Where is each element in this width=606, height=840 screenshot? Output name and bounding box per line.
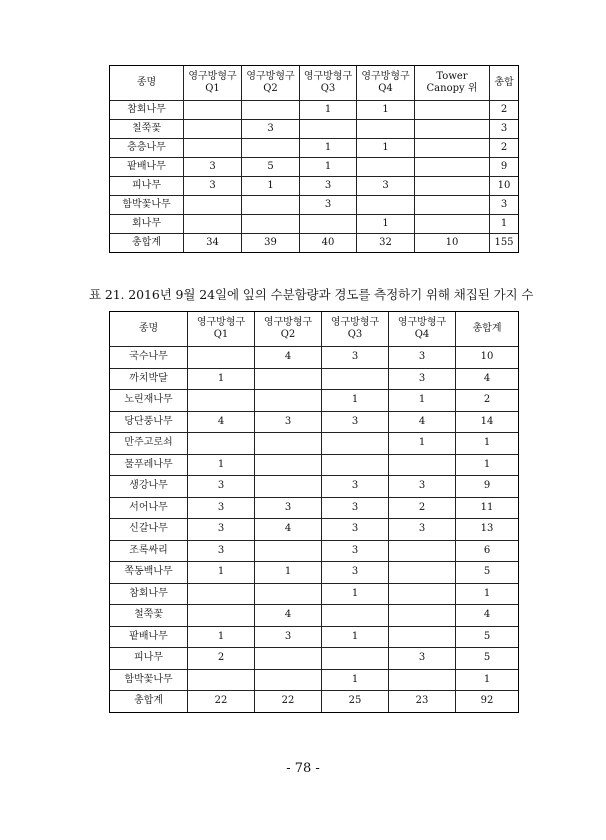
count-cell bbox=[255, 583, 322, 605]
column-header: 영구방형구 Q4 bbox=[357, 66, 415, 101]
table-21-caption: 표 21. 2016년 9월 24일에 잎의 수분함량과 경도를 측정하기 위해 채집된 가지 수 bbox=[89, 287, 534, 302]
column-header: 영구방형구 Q4 bbox=[389, 312, 456, 347]
count-cell bbox=[188, 390, 255, 412]
table-row bbox=[110, 626, 519, 648]
table-row bbox=[110, 101, 519, 120]
species-name-cell: 조록싸리 bbox=[110, 540, 188, 562]
count-cell bbox=[242, 139, 300, 158]
count-cell: 1 bbox=[322, 626, 389, 648]
count-cell: 1 bbox=[188, 454, 255, 476]
column-header: 영구방형구 Q3 bbox=[300, 66, 357, 101]
table-row bbox=[110, 648, 519, 670]
count-cell: 3 bbox=[322, 411, 389, 433]
count-cell: 1 bbox=[322, 583, 389, 605]
count-cell bbox=[188, 433, 255, 455]
count-cell: 10 bbox=[490, 177, 519, 196]
count-cell: 1 bbox=[389, 433, 456, 455]
count-cell bbox=[255, 390, 322, 412]
header-row bbox=[110, 312, 519, 347]
count-cell bbox=[188, 605, 255, 627]
count-cell bbox=[357, 120, 415, 139]
count-cell: 9 bbox=[456, 476, 519, 498]
count-cell: 5 bbox=[456, 562, 519, 584]
table-1-header bbox=[110, 66, 519, 101]
table-row bbox=[110, 177, 519, 196]
count-cell: 3 bbox=[322, 476, 389, 498]
count-cell: 3 bbox=[389, 519, 456, 541]
count-cell: 39 bbox=[242, 234, 300, 253]
count-cell: 4 bbox=[255, 347, 322, 369]
count-cell bbox=[389, 669, 456, 691]
table-row bbox=[110, 454, 519, 476]
count-cell bbox=[389, 562, 456, 584]
species-name-cell: 회나무 bbox=[110, 215, 184, 234]
count-cell: 5 bbox=[456, 626, 519, 648]
column-header: Tower Canopy 위 bbox=[415, 66, 490, 101]
column-header: 영구방형구 Q1 bbox=[184, 66, 242, 101]
count-cell: 4 bbox=[456, 368, 519, 390]
count-cell: 1 bbox=[188, 368, 255, 390]
count-cell: 3 bbox=[188, 519, 255, 541]
count-cell: 2 bbox=[456, 390, 519, 412]
count-cell: 3 bbox=[184, 177, 242, 196]
count-cell bbox=[357, 158, 415, 177]
count-cell: 3 bbox=[300, 177, 357, 196]
species-name-cell: 당단풍나무 bbox=[110, 411, 188, 433]
count-cell bbox=[184, 120, 242, 139]
count-cell: 2 bbox=[490, 101, 519, 120]
species-name-cell: 피나무 bbox=[110, 648, 188, 670]
table-row bbox=[110, 368, 519, 390]
count-cell bbox=[415, 120, 490, 139]
column-header: 영구방형구 Q2 bbox=[242, 66, 300, 101]
count-cell bbox=[188, 583, 255, 605]
count-cell bbox=[242, 101, 300, 120]
count-cell: 5 bbox=[456, 648, 519, 670]
count-cell: 1 bbox=[188, 626, 255, 648]
count-cell bbox=[184, 215, 242, 234]
species-name-cell: 철쭉꽃 bbox=[110, 605, 188, 627]
count-cell: 25 bbox=[322, 691, 389, 713]
count-cell: 3 bbox=[184, 158, 242, 177]
species-name-cell: 총합계 bbox=[110, 234, 184, 253]
count-cell bbox=[415, 177, 490, 196]
count-cell bbox=[188, 347, 255, 369]
count-cell: 10 bbox=[415, 234, 490, 253]
count-cell: 1 bbox=[357, 101, 415, 120]
count-cell bbox=[184, 101, 242, 120]
count-cell: 3 bbox=[389, 347, 456, 369]
count-cell: 13 bbox=[456, 519, 519, 541]
count-cell: 4 bbox=[255, 519, 322, 541]
species-name-cell: 참회나무 bbox=[110, 101, 184, 120]
count-cell: 11 bbox=[456, 497, 519, 519]
count-cell bbox=[255, 476, 322, 498]
species-name-cell: 참회나무 bbox=[110, 583, 188, 605]
count-cell: 9 bbox=[490, 158, 519, 177]
total-row bbox=[110, 691, 519, 713]
count-cell bbox=[389, 540, 456, 562]
count-cell bbox=[389, 454, 456, 476]
count-cell: 1 bbox=[357, 215, 415, 234]
count-cell bbox=[255, 669, 322, 691]
count-cell bbox=[389, 583, 456, 605]
count-cell: 4 bbox=[389, 411, 456, 433]
count-cell: 5 bbox=[242, 158, 300, 177]
count-cell: 1 bbox=[300, 139, 357, 158]
count-cell bbox=[255, 454, 322, 476]
table-row bbox=[110, 669, 519, 691]
count-cell bbox=[322, 454, 389, 476]
count-cell bbox=[300, 120, 357, 139]
count-cell: 1 bbox=[300, 101, 357, 120]
table-row bbox=[110, 215, 519, 234]
count-cell: 1 bbox=[456, 583, 519, 605]
column-header: 총합 bbox=[490, 66, 519, 101]
count-cell bbox=[415, 101, 490, 120]
count-cell: 3 bbox=[255, 497, 322, 519]
species-name-cell: 총합계 bbox=[110, 691, 188, 713]
count-cell bbox=[255, 433, 322, 455]
table-2-body bbox=[110, 347, 519, 713]
species-name-cell: 함박꽃나무 bbox=[110, 196, 184, 215]
species-name-cell: 물푸레나무 bbox=[110, 454, 188, 476]
count-cell: 1 bbox=[389, 390, 456, 412]
count-cell: 1 bbox=[456, 669, 519, 691]
table-row bbox=[110, 120, 519, 139]
count-cell: 32 bbox=[357, 234, 415, 253]
count-cell: 3 bbox=[490, 120, 519, 139]
count-cell bbox=[415, 215, 490, 234]
species-name-cell: 까치박달 bbox=[110, 368, 188, 390]
count-cell: 3 bbox=[357, 177, 415, 196]
table-2-header bbox=[110, 312, 519, 347]
count-cell: 3 bbox=[255, 626, 322, 648]
count-cell: 2 bbox=[188, 648, 255, 670]
count-cell bbox=[322, 648, 389, 670]
species-name-cell: 만주고로쇠 bbox=[110, 433, 188, 455]
count-cell bbox=[357, 196, 415, 215]
count-cell: 3 bbox=[389, 476, 456, 498]
count-cell: 1 bbox=[242, 177, 300, 196]
species-name-cell: 피나무 bbox=[110, 177, 184, 196]
count-cell bbox=[184, 139, 242, 158]
count-cell: 4 bbox=[456, 605, 519, 627]
species-name-cell: 팥배나무 bbox=[110, 158, 184, 177]
count-cell: 14 bbox=[456, 411, 519, 433]
count-cell bbox=[255, 648, 322, 670]
count-cell bbox=[389, 626, 456, 648]
count-cell: 22 bbox=[188, 691, 255, 713]
count-cell bbox=[322, 368, 389, 390]
column-header: 총합계 bbox=[456, 312, 519, 347]
count-cell: 3 bbox=[242, 120, 300, 139]
count-cell bbox=[184, 196, 242, 215]
species-name-cell: 쪽동백나무 bbox=[110, 562, 188, 584]
species-name-cell: 생강나무 bbox=[110, 476, 188, 498]
count-cell: 34 bbox=[184, 234, 242, 253]
column-header: 영구방형구 Q2 bbox=[255, 312, 322, 347]
species-name-cell: 칠쭉꽃 bbox=[110, 120, 184, 139]
count-cell: 1 bbox=[322, 390, 389, 412]
table-row bbox=[110, 433, 519, 455]
count-cell bbox=[300, 215, 357, 234]
count-cell: 6 bbox=[456, 540, 519, 562]
count-cell: 3 bbox=[322, 347, 389, 369]
table-row bbox=[110, 519, 519, 541]
count-cell: 3 bbox=[255, 411, 322, 433]
header-row bbox=[110, 66, 519, 101]
species-name-cell: 팥배나무 bbox=[110, 626, 188, 648]
count-cell: 1 bbox=[456, 454, 519, 476]
page-number: - 78 - bbox=[286, 761, 320, 776]
table-row bbox=[110, 158, 519, 177]
count-cell: 3 bbox=[322, 519, 389, 541]
table-1-body bbox=[110, 101, 519, 253]
count-cell: 2 bbox=[490, 139, 519, 158]
count-cell: 3 bbox=[188, 540, 255, 562]
count-cell bbox=[389, 605, 456, 627]
table-row bbox=[110, 540, 519, 562]
table-row bbox=[110, 605, 519, 627]
count-cell: 23 bbox=[389, 691, 456, 713]
count-cell bbox=[322, 433, 389, 455]
count-cell: 3 bbox=[322, 497, 389, 519]
table-row bbox=[110, 411, 519, 433]
species-name-cell: 함박꽃나무 bbox=[110, 669, 188, 691]
count-cell: 1 bbox=[255, 562, 322, 584]
table-row bbox=[110, 390, 519, 412]
column-header: 종명 bbox=[110, 312, 188, 347]
count-cell: 3 bbox=[188, 476, 255, 498]
count-cell: 3 bbox=[322, 562, 389, 584]
species-count-table-2 bbox=[109, 311, 519, 713]
count-cell bbox=[415, 158, 490, 177]
species-name-cell: 신갈나무 bbox=[110, 519, 188, 541]
count-cell bbox=[188, 669, 255, 691]
table-row bbox=[110, 583, 519, 605]
count-cell: 4 bbox=[255, 605, 322, 627]
count-cell: 1 bbox=[188, 562, 255, 584]
table-row bbox=[110, 476, 519, 498]
count-cell: 1 bbox=[490, 215, 519, 234]
count-cell: 10 bbox=[456, 347, 519, 369]
count-cell bbox=[255, 368, 322, 390]
count-cell: 1 bbox=[322, 669, 389, 691]
count-cell: 3 bbox=[389, 648, 456, 670]
count-cell: 3 bbox=[188, 497, 255, 519]
table-row bbox=[110, 347, 519, 369]
count-cell: 3 bbox=[389, 368, 456, 390]
species-name-cell: 노린재나무 bbox=[110, 390, 188, 412]
count-cell: 1 bbox=[300, 158, 357, 177]
count-cell: 4 bbox=[188, 411, 255, 433]
count-cell: 3 bbox=[322, 540, 389, 562]
count-cell: 155 bbox=[490, 234, 519, 253]
species-name-cell: 층층나무 bbox=[110, 139, 184, 158]
table-row bbox=[110, 497, 519, 519]
column-header: 영구방형구 Q1 bbox=[188, 312, 255, 347]
count-cell: 40 bbox=[300, 234, 357, 253]
count-cell bbox=[415, 196, 490, 215]
column-header: 영구방형구 Q3 bbox=[322, 312, 389, 347]
table-row bbox=[110, 562, 519, 584]
count-cell: 1 bbox=[357, 139, 415, 158]
count-cell bbox=[415, 139, 490, 158]
count-cell: 3 bbox=[300, 196, 357, 215]
table-row bbox=[110, 196, 519, 215]
count-cell bbox=[322, 605, 389, 627]
count-cell: 1 bbox=[456, 433, 519, 455]
total-row bbox=[110, 234, 519, 253]
count-cell: 92 bbox=[456, 691, 519, 713]
species-count-table-1 bbox=[109, 65, 519, 253]
count-cell: 22 bbox=[255, 691, 322, 713]
species-name-cell: 국수나무 bbox=[110, 347, 188, 369]
species-name-cell: 서어나무 bbox=[110, 497, 188, 519]
count-cell bbox=[242, 215, 300, 234]
count-cell bbox=[255, 540, 322, 562]
column-header: 종명 bbox=[110, 66, 184, 101]
count-cell bbox=[242, 196, 300, 215]
count-cell: 3 bbox=[490, 196, 519, 215]
count-cell: 2 bbox=[389, 497, 456, 519]
table-row bbox=[110, 139, 519, 158]
